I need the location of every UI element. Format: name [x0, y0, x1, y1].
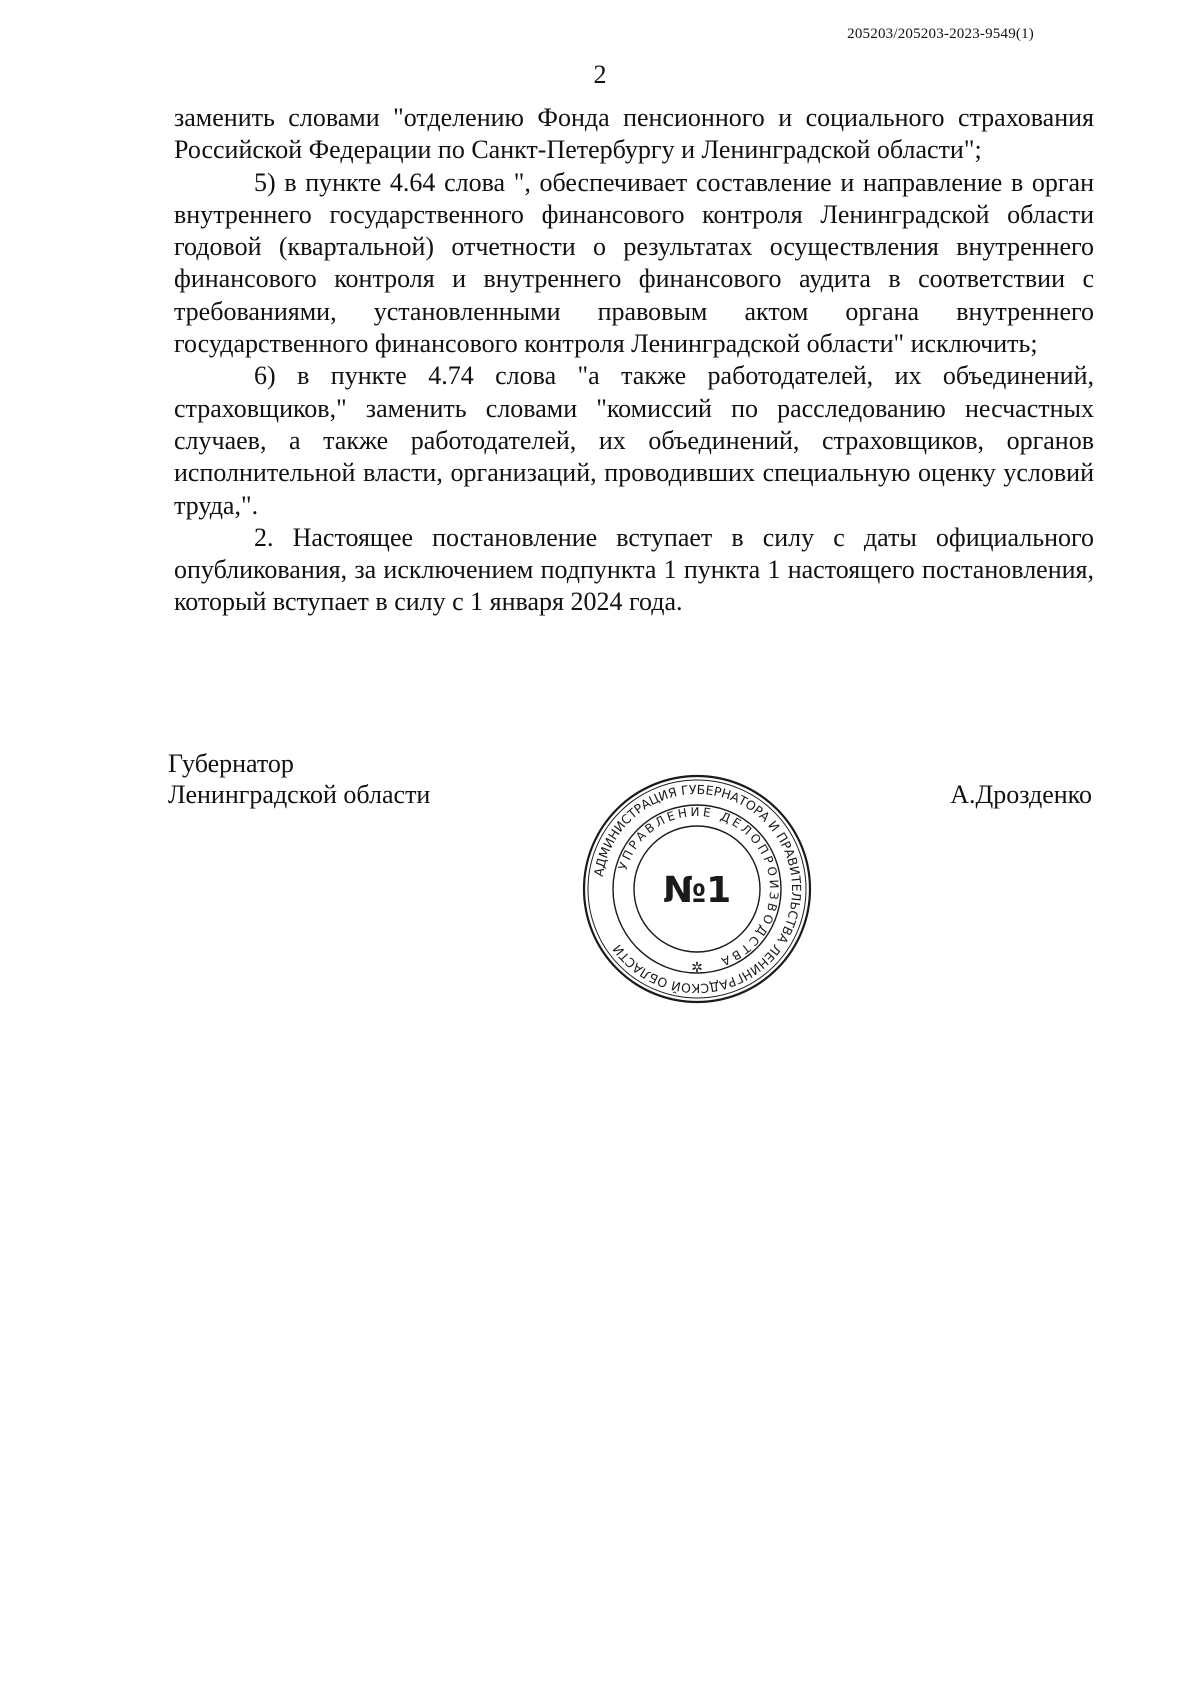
paragraph-item-6: 6) в пункте 4.74 слова "а также работодателей, их объединений, страховщиков," заменить словами "комиссий по расследованию несчастных случаев, а также работодателей, их объединений, страховщиков, органов исполнительной власти, организаций, проводивших специальную оценку условий труда,".: [174, 361, 1094, 520]
document-body: [174, 102, 1094, 619]
stamp-star-icon: ✲: [691, 960, 703, 976]
paragraph-continuation: заменить словами "отделению Фонда пенсионного и социального страхования Российской Федерации по Санкт-Петербургу и Ленинградской области";: [174, 103, 1094, 165]
signatory-title: [168, 748, 430, 810]
official-stamp: [580, 772, 814, 1006]
paragraph-item-5: 5) в пункте 4.64 слова ", обеспечивает составление и направление в орган внутреннего государственного финансового контроля Ленинградской области годовой (квартальной) отчетности о результатах осуществления внутреннего финансового контроля и внутреннего финансового аудита в соответствии с требованиями, установленными правовым актом органа внутреннего государственного финансового контроля Ленинградской области" исключить;: [174, 167, 1094, 359]
page-number: 2: [593, 60, 607, 89]
signatory-title-line-2: Ленинградской области: [168, 780, 431, 809]
stamp-inner-text: УПРАВЛЕНИЕ ДЕЛОПРОИЗВОДСТВА: [615, 804, 782, 970]
paragraph-clause-2: 2. Настоящее постановление вступает в силу с даты официального опубликования, за исключением подпункта 1 пункта 1 настоящего постановления, который вступает в силу с 1 января 2024 года.: [174, 522, 1094, 617]
signatory-title-line-1: Губернатор: [168, 749, 294, 778]
document-id: 205203/205203-2023-9549(1): [847, 26, 1034, 42]
signatory-name: А.Дрозденко: [950, 780, 1092, 809]
stamp-center-number: №1: [662, 870, 732, 911]
stamp-outer-text: АДМИНИСТРАЦИЯ ГУБЕРНАТОРА И ПРАВИТЕЛЬСТВА ЛЕНИНГРАДСКОЙ ОБЛАСТИ: [590, 781, 805, 997]
